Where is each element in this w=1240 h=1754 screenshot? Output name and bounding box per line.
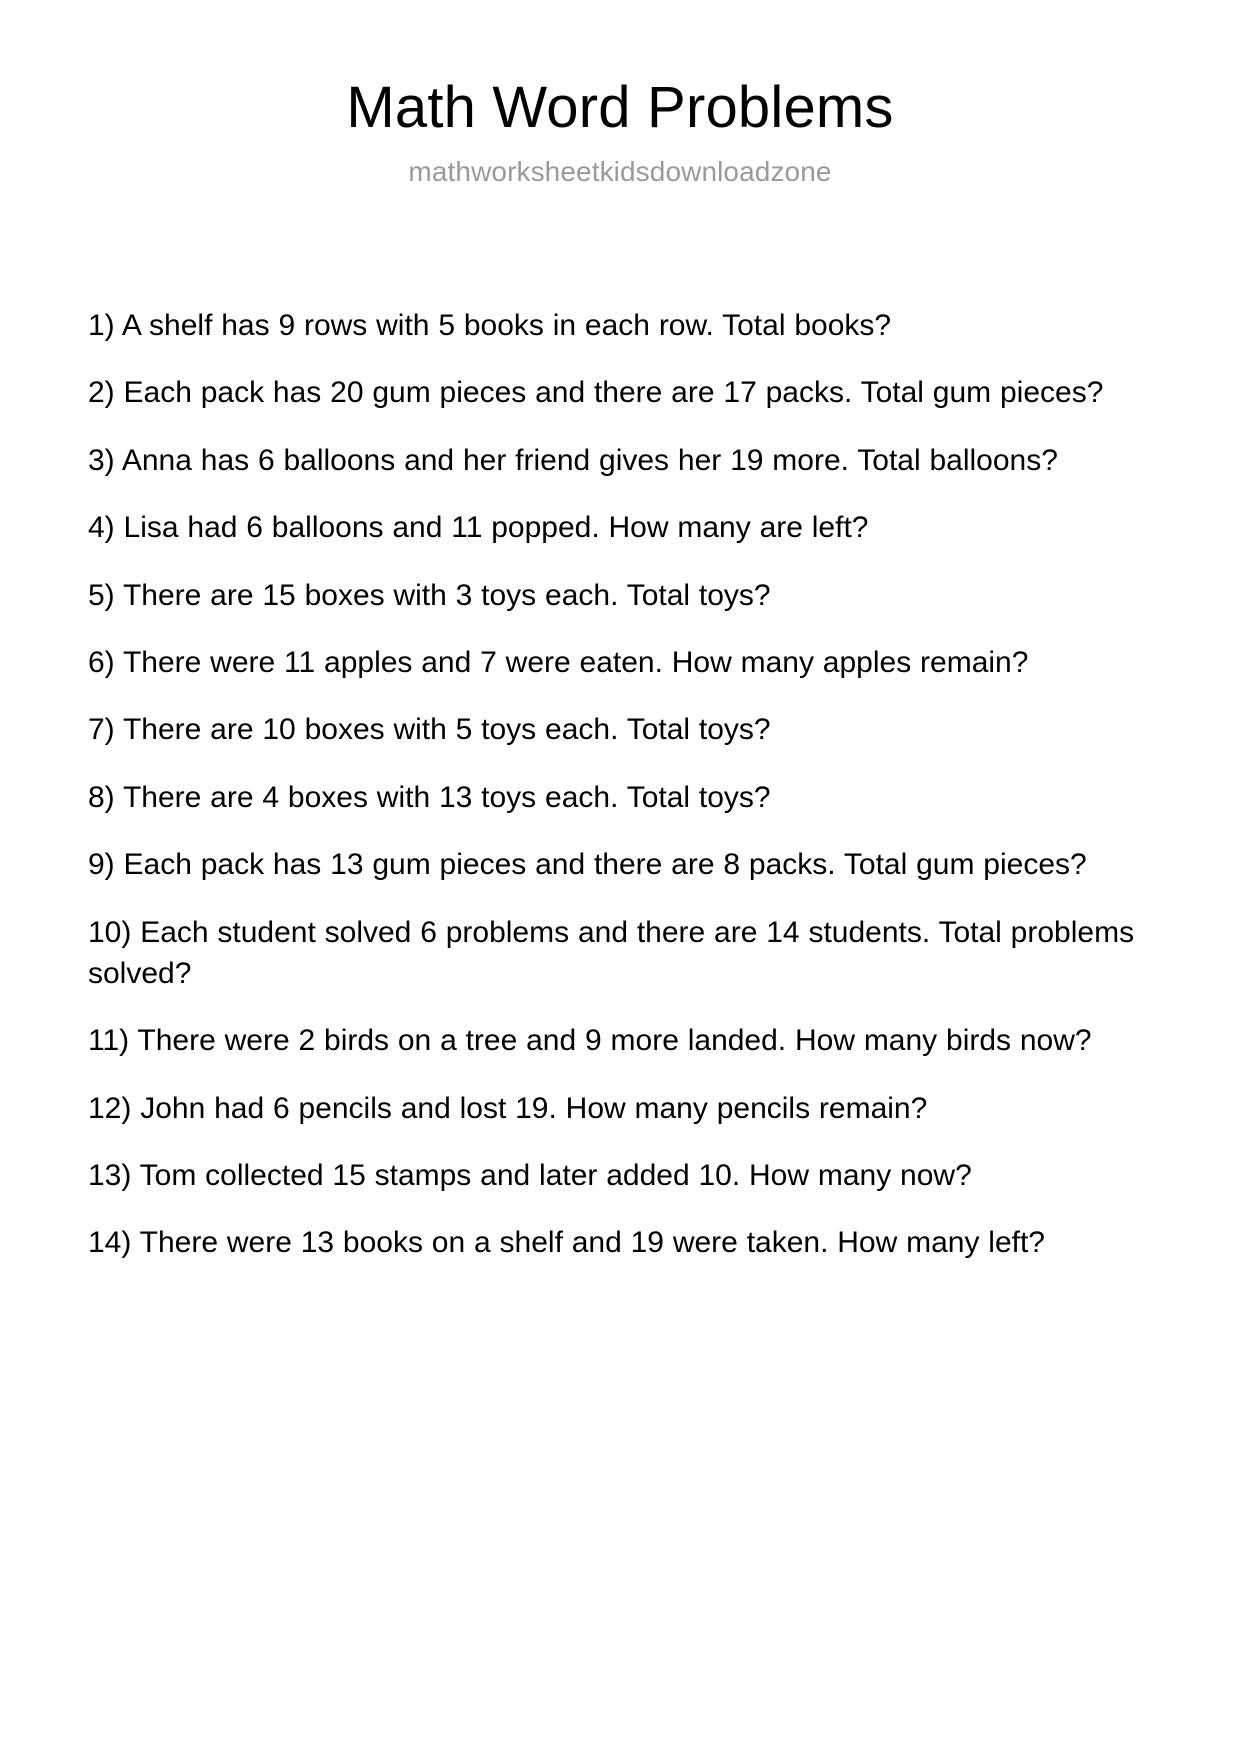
list-item: 3) Anna has 6 balloons and her friend gives her 19 more. Total balloons? (88, 443, 1058, 477)
list-item: 14) There were 13 books on a shelf and 19 were taken. How many left? (88, 1226, 1045, 1260)
page-title: Math Word Problems (346, 75, 894, 140)
worksheet-header (0, 0, 1240, 188)
list-item: 8) There are 4 boxes with 13 toys each. Total toys? (88, 780, 771, 814)
list-item: 4) Lisa had 6 balloons and 11 popped. How many are left? (88, 511, 869, 545)
list-item: 12) John had 6 pencils and lost 19. How many pencils remain? (88, 1091, 928, 1125)
worksheet-subtitle: mathworksheetkidsdownloadzone (408, 155, 832, 187)
list-item: 9) Each pack has 13 gum pieces and there are 8 packs. Total gum pieces? (88, 848, 1087, 882)
list-item: 1) A shelf has 9 rows with 5 books in each row. Total books? (88, 309, 892, 342)
list-item: 10) Each student solved 6 problems and there are 14 students. Total problems solved? (88, 915, 1135, 990)
problem-list (88, 305, 1152, 1264)
list-item: 7) There are 10 boxes with 5 toys each. Total toys? (88, 713, 771, 747)
list-item: 13) Tom collected 15 stamps and later added 10. How many now? (88, 1159, 972, 1193)
list-item: 6) There were 11 apples and 7 were eaten. How many apples remain? (88, 645, 1029, 679)
list-item: 5) There are 15 boxes with 3 toys each. Total toys? (88, 578, 771, 612)
list-item: 2) Each pack has 20 gum pieces and there are 17 packs. Total gum pieces? (88, 376, 1104, 410)
list-item: 11) There were 2 birds on a tree and 9 more landed. How many birds now? (88, 1024, 1092, 1058)
